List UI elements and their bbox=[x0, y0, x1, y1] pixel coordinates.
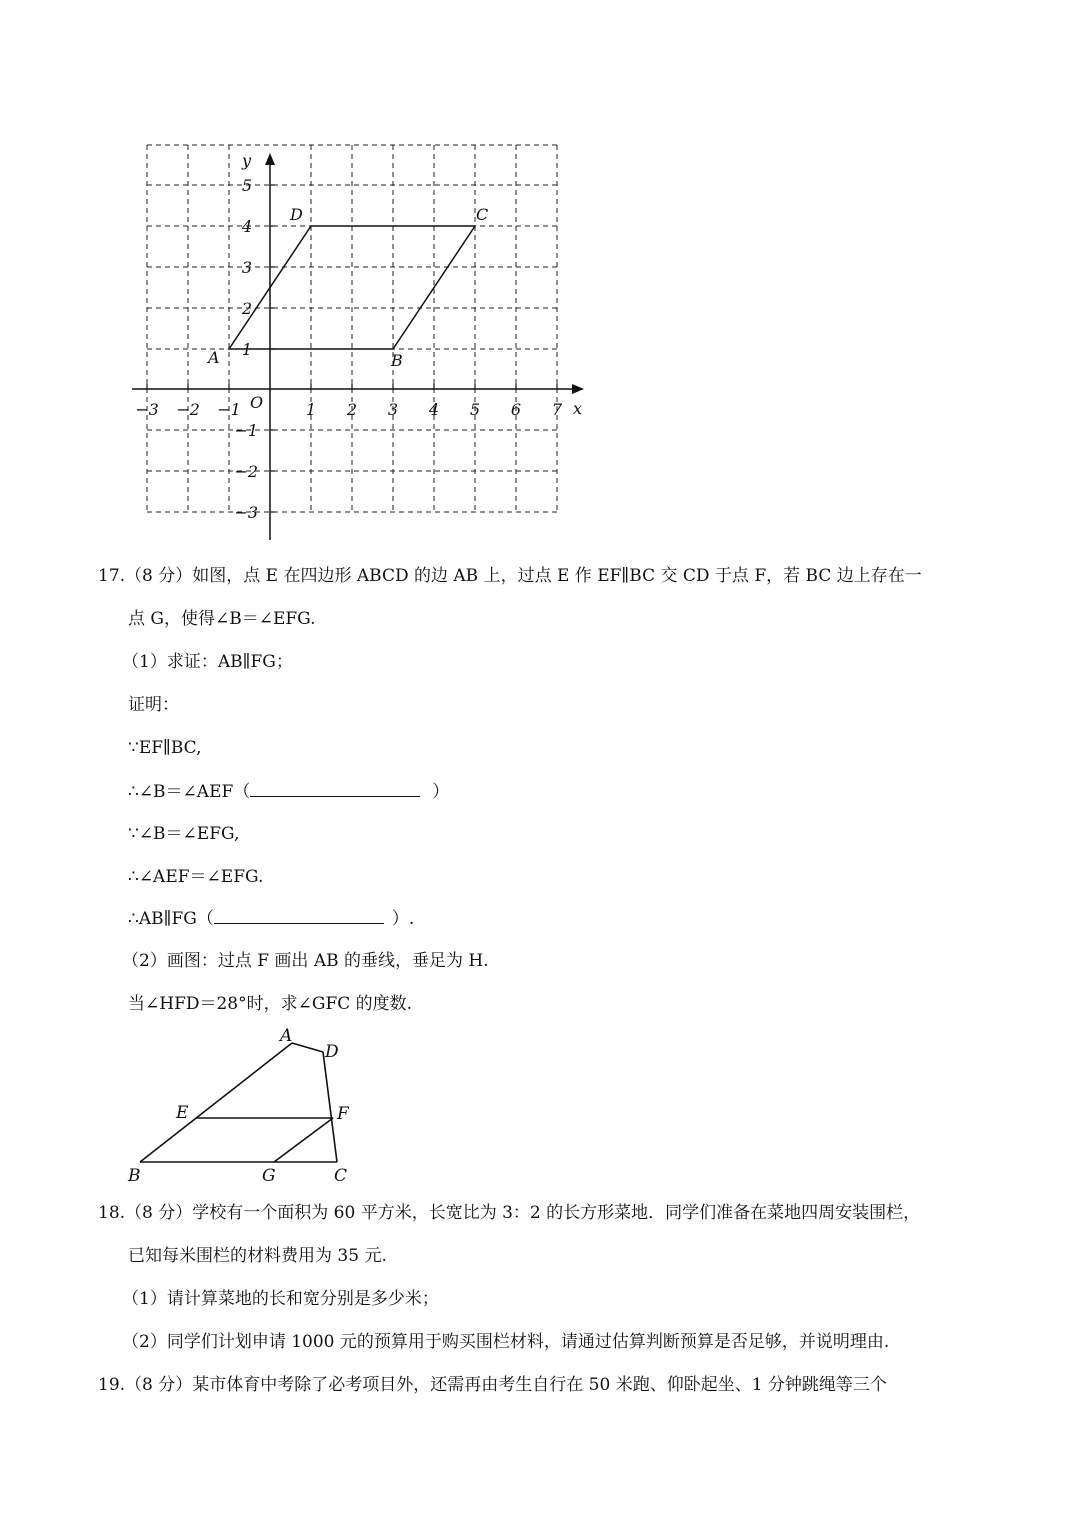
q17-part-2-question: 当∠HFD＝28°时，求∠GFC 的度数. bbox=[128, 994, 413, 1014]
origin-label: O bbox=[250, 393, 264, 412]
proof-step-4: ∴∠AEF＝∠EFG. bbox=[128, 867, 264, 887]
reason-blank-1[interactable] bbox=[250, 780, 420, 797]
figure-label-b: B bbox=[128, 1166, 141, 1186]
quadrilateral-figure bbox=[118, 1022, 368, 1194]
x-tick-label: 2 bbox=[346, 400, 358, 419]
coordinate-graph bbox=[120, 130, 600, 550]
y-tick-label: −3 bbox=[234, 503, 258, 522]
proof-step-1: ∵EF∥BC, bbox=[128, 738, 202, 758]
y-tick-label: 4 bbox=[241, 217, 252, 236]
proof-step-5-text: ∴AB∥FG（ bbox=[128, 909, 214, 929]
proof-step-3: ∵∠B＝∠EFG, bbox=[128, 824, 240, 844]
proof-step-5-close: ）. bbox=[391, 909, 415, 929]
x-tick-label: 3 bbox=[387, 400, 399, 419]
y-tick-label: −2 bbox=[234, 462, 258, 481]
x-tick-label: 7 bbox=[551, 400, 563, 419]
segment-ad bbox=[292, 1043, 323, 1052]
point-label-d: D bbox=[290, 205, 303, 224]
x-tick-label: −1 bbox=[217, 400, 241, 419]
x-tick-label: 5 bbox=[469, 400, 481, 419]
proof-title: 证明： bbox=[128, 695, 179, 715]
y-tick-label: 5 bbox=[241, 176, 252, 195]
x-tick-label: −3 bbox=[135, 400, 159, 419]
segment-ab bbox=[140, 1043, 292, 1162]
q18-part-1: （1）请计算菜地的长和宽分别是多少米； bbox=[122, 1289, 439, 1309]
y-tick-label: 3 bbox=[241, 258, 252, 277]
q17-part-1: （1）求证：AB∥FG； bbox=[122, 652, 293, 672]
y-tick-label: 1 bbox=[241, 340, 252, 359]
x-tick-label: −2 bbox=[176, 400, 200, 419]
proof-step-2-text: ∴∠B＝∠AEF（ bbox=[128, 782, 251, 802]
reason-blank-2[interactable] bbox=[214, 907, 384, 924]
q19-stem-line-1: 19.（8 分）某市体育中考除了必考项目外，还需再由考生自行在 50 米跑、仰卧起坐、1 分钟跳绳等三个 bbox=[98, 1375, 887, 1395]
y-tick-label: 2 bbox=[241, 299, 252, 318]
q17-stem-line-2: 点 G，使得∠B＝∠EFG. bbox=[128, 609, 316, 629]
point-label-a: A bbox=[208, 348, 220, 367]
x-tick-label: 1 bbox=[305, 400, 317, 419]
segment-dc bbox=[323, 1052, 337, 1162]
figure-label-g: G bbox=[262, 1166, 276, 1186]
segment-fg bbox=[274, 1118, 333, 1162]
x-axis-label: x bbox=[573, 399, 583, 418]
figure-label-e: E bbox=[176, 1103, 189, 1123]
q17-stem-line-1: 17.（8 分）如图，点 E 在四边形 ABCD 的边 AB 上，过点 E 作 EF∥BC 交 CD 于点 F，若 BC 边上存在一 bbox=[98, 566, 922, 586]
proof-step-5 bbox=[128, 907, 414, 930]
x-tick-label: 4 bbox=[428, 400, 440, 419]
y-tick-label: −1 bbox=[234, 421, 258, 440]
q18-stem-line-2: 已知每米围栏的材料费用为 35 元. bbox=[128, 1246, 387, 1266]
figure-label-f: F bbox=[337, 1104, 349, 1124]
proof-step-2-close: ） bbox=[432, 782, 450, 802]
grid-lines bbox=[147, 145, 557, 512]
figure-label-c: C bbox=[334, 1166, 348, 1186]
figure-label-d: D bbox=[325, 1042, 339, 1062]
y-axis-label: y bbox=[242, 151, 252, 170]
q18-stem-line-1: 18.（8 分）学校有一个面积为 60 平方米，长宽比为 3：2 的长方形菜地．同学们准备在菜地四周安装围栏， bbox=[98, 1203, 921, 1223]
q18-part-2: （2）同学们计划申请 1000 元的预算用于购买围栏材料，请通过估算判断预算是否足够，并说明理由. bbox=[122, 1332, 890, 1352]
point-label-b: B bbox=[391, 351, 403, 370]
x-tick-label: 6 bbox=[510, 400, 522, 419]
proof-step-2 bbox=[128, 780, 449, 803]
figure-label-a: A bbox=[280, 1026, 293, 1046]
q17-part-2: （2）画图：过点 F 画出 AB 的垂线，垂足为 H. bbox=[122, 951, 489, 971]
point-label-c: C bbox=[476, 205, 489, 224]
